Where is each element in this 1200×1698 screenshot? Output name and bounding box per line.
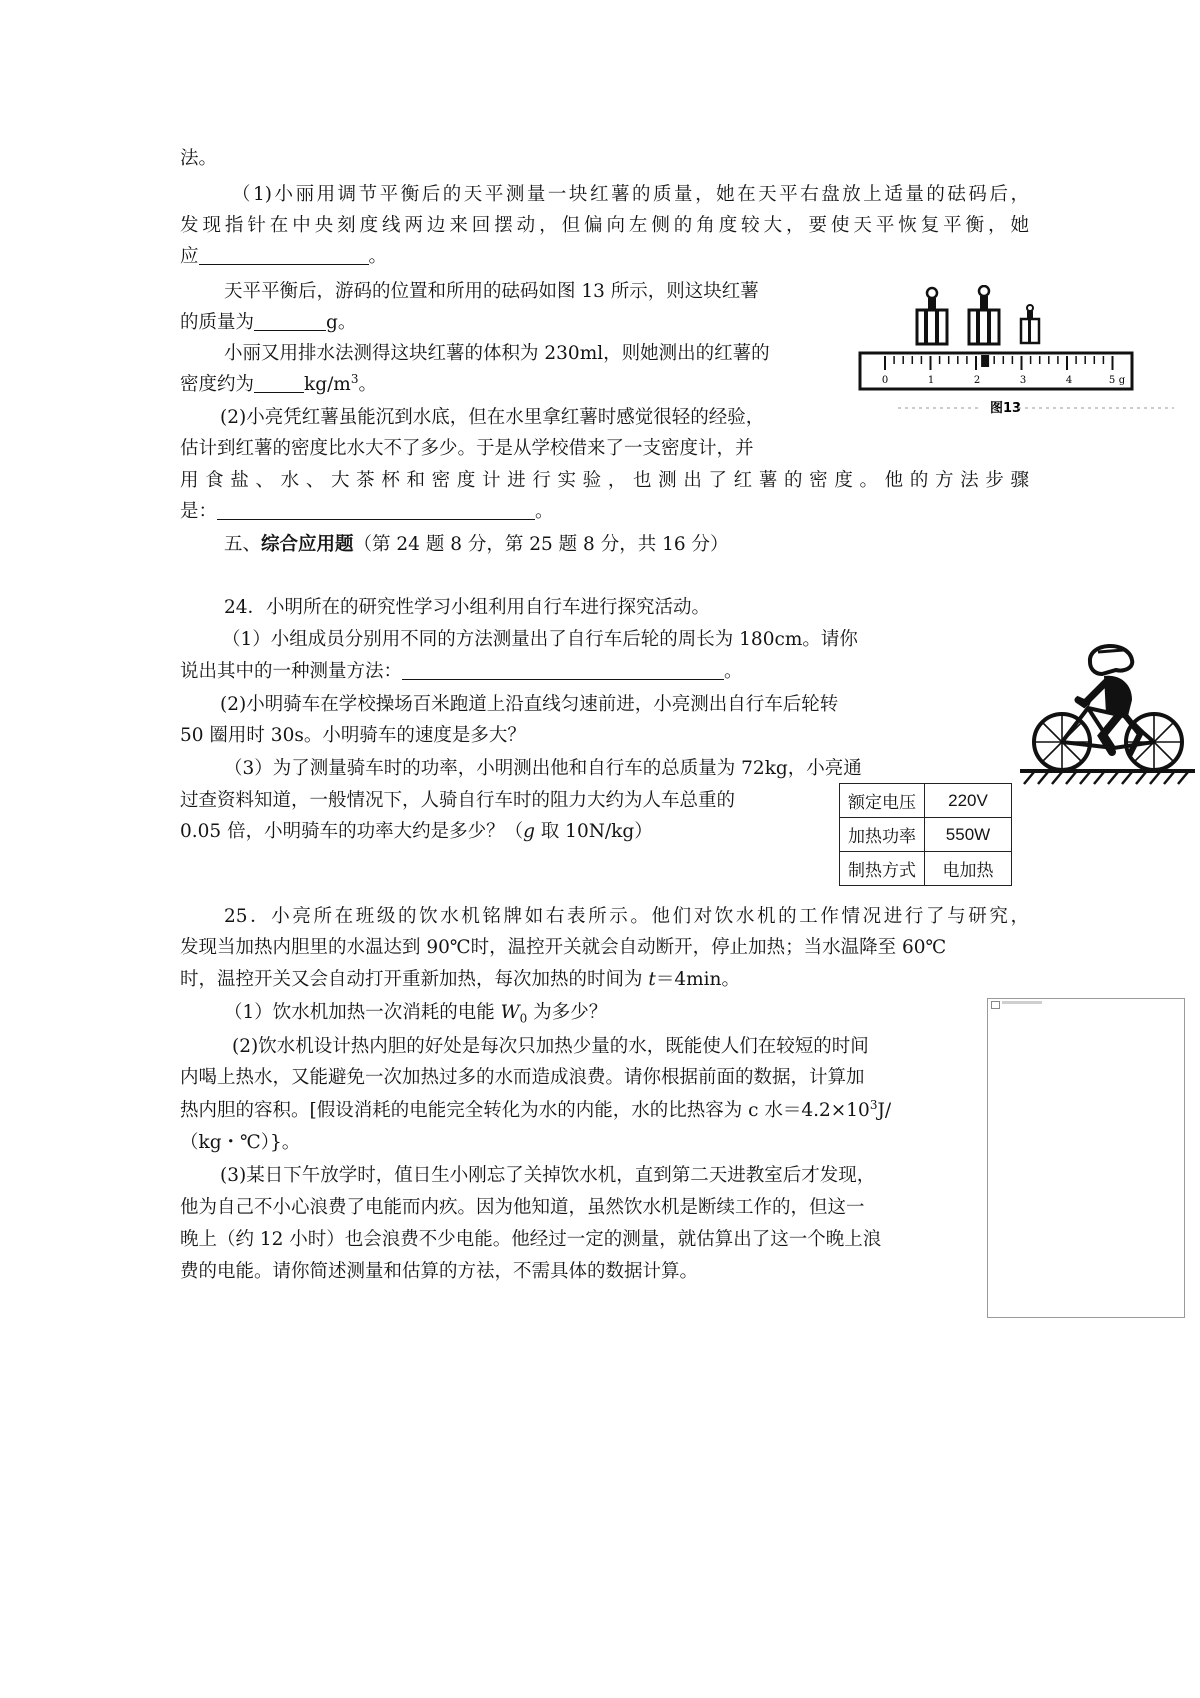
text: 的质量为 xyxy=(180,312,255,333)
text-line xyxy=(180,724,526,748)
table-cell-value: 550W xyxy=(925,818,1012,852)
figure-caption: 图13 xyxy=(990,401,1022,416)
text: 说出其中的一种测量方法： xyxy=(180,661,403,682)
text: （3）为了测量骑车时的功率，小明测出他和自行车的总质量为 72kg，小亮通 xyxy=(224,758,862,779)
text-line xyxy=(180,936,946,960)
text-line xyxy=(220,693,838,717)
table-cell-label: 额定电压 xyxy=(840,784,925,818)
text: 。 xyxy=(724,661,743,682)
text-line xyxy=(180,147,217,171)
answer-blank[interactable] xyxy=(254,312,326,331)
text-line xyxy=(224,342,770,366)
text: kg/m xyxy=(304,374,351,395)
text: 50 圈用时 30s。小明骑车的速度是多大？ xyxy=(180,725,526,746)
broken-image-icon xyxy=(991,1001,1000,1009)
weight-icon xyxy=(1021,305,1039,343)
superscript: 3 xyxy=(869,1097,878,1112)
cyclist-icon xyxy=(1020,638,1195,790)
text-line xyxy=(180,660,743,684)
subscript: 0 xyxy=(519,1011,528,1026)
table-cell-label: 加热功率 xyxy=(840,818,925,852)
tick-label: 3 xyxy=(1019,375,1027,386)
text: ＝4min。 xyxy=(655,969,740,990)
tick-label: 5 xyxy=(1108,375,1116,386)
table-cell-value: 电加热 xyxy=(925,852,1012,886)
text-line xyxy=(180,789,735,813)
text-line xyxy=(180,469,1029,493)
text: (2)小明骑车在学校操场百米跑道上沿直线匀速前进，小亮测出自行车后轮转 xyxy=(220,694,839,715)
text-line xyxy=(224,905,1029,929)
answer-blank[interactable] xyxy=(254,374,304,393)
text: 用食盐、水、大茶杯和密度计进行实验，也测出了红薯的密度。他的方法步骤 xyxy=(180,470,1029,491)
text: 取 10N/kg） xyxy=(534,821,653,842)
text: 估计到红薯的密度比水大不了多少。于是从学校借来了一支密度计，并 xyxy=(180,438,754,459)
tick-label: 2 xyxy=(973,375,981,386)
symbol: W xyxy=(500,1002,520,1023)
text: 热内胆的容积。[假设消耗的电能完全转化为水的内能，水的比热容为 c 水＝4.2×10 xyxy=(180,1100,870,1121)
text-line xyxy=(180,1196,865,1220)
text: 法。 xyxy=(180,148,218,169)
text-line xyxy=(180,214,1029,238)
table-row xyxy=(840,784,1012,818)
text-line xyxy=(232,1035,869,1059)
text-line xyxy=(224,596,710,620)
text: (3)某日下午放学时，值日生小刚忘了关掉饮水机，直到第二天进教室后才发现， xyxy=(220,1165,876,1186)
text: (2)小亮凭红薯虽能沉到水底，但在水里拿红薯时感觉很轻的经验， xyxy=(220,407,765,428)
text: 。 xyxy=(368,246,388,267)
text: 内喝上热水，又能避免一次加热过多的水而造成浪费。请你根据前面的数据，计算加 xyxy=(180,1067,865,1088)
text: (2)饮水机设计热内胆的好处是每次只加热少量的水，既能使人们在较短的时间 xyxy=(232,1036,869,1057)
text: 小丽又用排水法测得这块红薯的体积为 230ml，则她测出的红薯的 xyxy=(224,343,770,364)
text-line xyxy=(180,1066,865,1090)
text: 。 xyxy=(535,501,554,522)
text: 五、 xyxy=(224,534,262,555)
text-line xyxy=(180,968,740,992)
tick-label: 4 xyxy=(1065,375,1073,386)
tick-label: g xyxy=(1118,375,1126,386)
text: g。 xyxy=(326,312,357,333)
tick-label: 0 xyxy=(881,375,889,386)
text-line xyxy=(180,1099,891,1123)
text: 为多少？ xyxy=(527,1002,608,1023)
symbol: g xyxy=(523,821,535,842)
nameplate-table xyxy=(839,783,1012,886)
table-cell-value: 220V xyxy=(925,784,1012,818)
text: 密度约为 xyxy=(180,374,255,395)
text-line xyxy=(232,183,1029,207)
text-line xyxy=(180,373,377,397)
rider-scale xyxy=(860,353,1132,389)
image-placeholder xyxy=(987,998,1185,1318)
text-line xyxy=(180,820,653,844)
text: 晚上（约 12 小时）也会浪费不少电能。他经过一定的测量，就估算出了这一个晚上浪 xyxy=(180,1229,882,1250)
text-line xyxy=(180,500,554,524)
text: （1）饮水机加热一次消耗的电能 xyxy=(224,1002,501,1023)
answer-blank[interactable] xyxy=(402,661,724,680)
symbol: t xyxy=(648,969,656,990)
text: （kg・℃）}。 xyxy=(180,1132,301,1153)
text: 费的电能。请你简述测量和估算的方祛，不需具体的数据计算。 xyxy=(180,1261,699,1282)
text-line xyxy=(180,1131,300,1155)
text-line xyxy=(224,280,759,304)
table-row xyxy=(840,852,1012,886)
text: 时，温控开关又会自动打开重新加热，每次加热的时间为 xyxy=(180,969,649,990)
tick-label: 1 xyxy=(927,375,935,386)
text: 0.05 倍，小明骑车的功率大约是多少？（ xyxy=(180,821,524,842)
text: （1）小组成员分别用不同的方法测量出了自行车后轮的周长为 180cm。请你 xyxy=(222,629,858,650)
text: 他为自己不小心浪费了电能而内疚。因为他知道，虽然饮水机是断续工作的，但这一 xyxy=(180,1197,865,1218)
text-line xyxy=(220,1164,875,1188)
text: J/ xyxy=(877,1100,892,1121)
text: 发现当加热内胆里的水温达到 90℃时，温控开关就会自动断开，停止加热；当水温降至 60℃ xyxy=(180,937,947,958)
text: 发现指针在中央刻度线两边来回摆动，但偏向左侧的角度较大，要使天平恢复平衡，她 xyxy=(180,215,1029,236)
text: 天平平衡后，游码的位置和所用的砝码如图 13 所示，则这块红薯 xyxy=(224,281,759,302)
figure-13-balance xyxy=(858,285,1178,445)
text-line xyxy=(180,437,754,461)
text-line xyxy=(180,1260,698,1284)
text-line xyxy=(180,311,356,335)
text-line xyxy=(224,757,862,781)
question-24: 24．小明所在的研究性学习小组利用自行车进行探究活动。 xyxy=(224,597,711,618)
answer-blank[interactable] xyxy=(199,246,369,265)
table-row xyxy=(840,818,1012,852)
rider-slider xyxy=(981,355,989,367)
text-line xyxy=(180,1228,881,1252)
text-line xyxy=(180,245,387,269)
text-line xyxy=(224,1001,607,1025)
superscript: 3 xyxy=(350,371,359,386)
question-25: 25．小亮所在班级的饮水机铭牌如右表所示。他们对饮水机的工作情况进行了与研究， xyxy=(224,906,1029,927)
text: （第 24 题 8 分，第 25 题 8 分，共 16 分） xyxy=(353,534,729,555)
text-line xyxy=(222,628,858,652)
answer-blank[interactable] xyxy=(217,501,535,520)
placeholder-caption xyxy=(1002,1001,1042,1004)
section-heading xyxy=(224,533,729,557)
text: （1)小丽用调节平衡后的天平测量一块红薯的质量，她在天平右盘放上适量的砝码后， xyxy=(232,184,1029,205)
text: 过查资料知道，一般情况下，人骑自行车时的阻力大约为人车总重的 xyxy=(180,790,736,811)
text: 。 xyxy=(358,374,377,395)
text-line xyxy=(220,406,764,430)
text: 应 xyxy=(180,246,199,267)
weight-icon xyxy=(969,286,999,344)
weight-icon xyxy=(917,288,947,344)
section-title: 综合应用题 xyxy=(261,534,354,555)
text: 是： xyxy=(180,501,218,522)
table-cell-label: 制热方式 xyxy=(840,852,925,886)
